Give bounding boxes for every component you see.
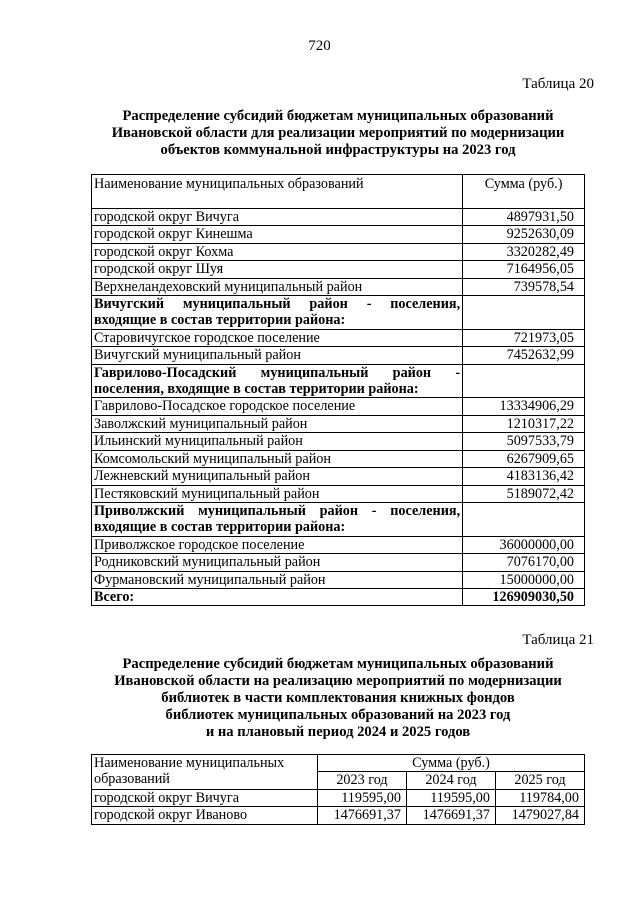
- municipality-name: Старовичугское городское поселение: [92, 329, 463, 346]
- municipality-sum: 36000000,00: [463, 536, 585, 553]
- table-row: [92, 415, 585, 432]
- municipality-sum: 7076170,00: [463, 554, 585, 571]
- municipality-name: Фурмановский муниципальный район: [92, 571, 463, 588]
- municipality-name: Гаврилово-Посадское городское поселение: [92, 398, 463, 415]
- table-row: [92, 347, 585, 364]
- municipality-sum: 4897931,50: [463, 209, 585, 226]
- year-amount: 119784,00: [495, 789, 584, 806]
- municipality-sum: 3320282,49: [463, 243, 585, 260]
- municipality-name: Приволжский муниципальный район - поселения, входящие в состав территории района:: [92, 502, 463, 536]
- table-21-label: Таблица 21: [522, 632, 594, 648]
- total-label: Всего:: [92, 588, 463, 605]
- table-header-row: [92, 755, 585, 772]
- total-row: [92, 588, 585, 605]
- group-row: [92, 364, 585, 398]
- municipality-name: Пестяковский муниципальный район: [92, 485, 463, 502]
- caption-line: Распределение субсидий бюджетам муниципальных образований: [122, 656, 554, 672]
- table-row: [92, 278, 585, 295]
- table-21: [91, 754, 585, 825]
- table-row: [92, 243, 585, 260]
- municipality-name: городской округ Кинешма: [92, 226, 463, 243]
- table-21-caption: [92, 656, 584, 741]
- municipality-sum: 13334906,29: [463, 398, 585, 415]
- table-row: [92, 571, 585, 588]
- year-amount: 119595,00: [317, 789, 406, 806]
- header-year-2023: 2023 год: [317, 772, 406, 789]
- municipality-sum: [463, 364, 585, 398]
- municipality-name: городской округ Иваново: [92, 807, 318, 824]
- municipality-sum: 7164956,05: [463, 261, 585, 278]
- header-sum: Сумма (руб.): [317, 755, 584, 772]
- municipality-sum: [463, 296, 585, 330]
- table-row: [92, 554, 585, 571]
- table-row: [92, 226, 585, 243]
- table-row: [92, 398, 585, 415]
- caption-line: Ивановской области для реализации мероприятий по модернизации: [111, 125, 565, 141]
- caption-line: и на плановый период 2024 и 2025 годов: [205, 724, 471, 740]
- table-header-row: [92, 175, 585, 209]
- municipality-name: Комсомольский муниципальный район: [92, 450, 463, 467]
- municipality-sum: 5097533,79: [463, 433, 585, 450]
- municipality-name: городской округ Вичуга: [92, 789, 318, 806]
- municipality-sum: [463, 502, 585, 536]
- caption-line: Распределение субсидий бюджетам муниципальных образований: [122, 108, 554, 124]
- caption-line: библиотек в части комплектования книжных фондов: [161, 690, 515, 706]
- caption-line: объектов коммунальной инфраструктуры на 2023 год: [160, 142, 516, 158]
- year-amount: 1476691,37: [317, 807, 406, 824]
- group-row: [92, 502, 585, 536]
- header-year-2025: 2025 год: [495, 772, 584, 789]
- year-amount: 1476691,37: [406, 807, 495, 824]
- header-name: Наименование муниципальных образований: [92, 175, 463, 209]
- table-row: [92, 433, 585, 450]
- municipality-name: Верхнеландеховский муниципальный район: [92, 278, 463, 295]
- municipality-name: Лежневский муниципальный район: [92, 468, 463, 485]
- municipality-sum: 721973,05: [463, 329, 585, 346]
- municipality-name: Ильинский муниципальный район: [92, 433, 463, 450]
- header-year-2024: 2024 год: [406, 772, 495, 789]
- table-row: [92, 807, 585, 824]
- page-number: 720: [308, 38, 331, 54]
- table-20-caption: [92, 108, 584, 159]
- year-amount: 119595,00: [406, 789, 495, 806]
- table-row: [92, 329, 585, 346]
- municipality-sum: 7452632,99: [463, 347, 585, 364]
- table-row: [92, 209, 585, 226]
- municipality-name: Заволжский муниципальный район: [92, 415, 463, 432]
- table-row: [92, 261, 585, 278]
- caption-line: Ивановской области на реализацию мероприятий по модернизации: [114, 673, 562, 689]
- municipality-name: городской округ Кохма: [92, 243, 463, 260]
- table-row: [92, 485, 585, 502]
- municipality-name: Родниковский муниципальный район: [92, 554, 463, 571]
- table-row: [92, 536, 585, 553]
- table-21-body: [92, 789, 585, 824]
- table-20: [91, 174, 585, 606]
- municipality-name: Вичугский муниципальный район: [92, 347, 463, 364]
- municipality-name: Приволжское городское поселение: [92, 536, 463, 553]
- table-row: [92, 789, 585, 806]
- table-20-label: Таблица 20: [522, 76, 594, 92]
- municipality-name: городской округ Шуя: [92, 261, 463, 278]
- municipality-sum: 739578,54: [463, 278, 585, 295]
- municipality-name: Вичугский муниципальный район - поселения, входящие в состав территории района:: [92, 296, 463, 330]
- municipality-sum: 9252630,09: [463, 226, 585, 243]
- table-20-body: [92, 209, 585, 589]
- municipality-sum: 5189072,42: [463, 485, 585, 502]
- municipality-sum: 4183136,42: [463, 468, 585, 485]
- total-sum: 126909030,50: [463, 588, 585, 605]
- municipality-sum: 6267909,65: [463, 450, 585, 467]
- group-row: [92, 296, 585, 330]
- municipality-sum: 15000000,00: [463, 571, 585, 588]
- year-amount: 1479027,84: [495, 807, 584, 824]
- header-sum: Сумма (руб.): [463, 175, 585, 209]
- municipality-name: городской округ Вичуга: [92, 209, 463, 226]
- table-row: [92, 450, 585, 467]
- table-row: [92, 468, 585, 485]
- municipality-name: Гаврилово-Посадский муниципальный район - поселения, входящие в состав территории района:: [92, 364, 463, 398]
- caption-line: библиотек муниципальных образований на 2023 год: [165, 707, 511, 723]
- municipality-sum: 1210317,22: [463, 415, 585, 432]
- header-name: Наименование муниципальных образований: [92, 755, 318, 790]
